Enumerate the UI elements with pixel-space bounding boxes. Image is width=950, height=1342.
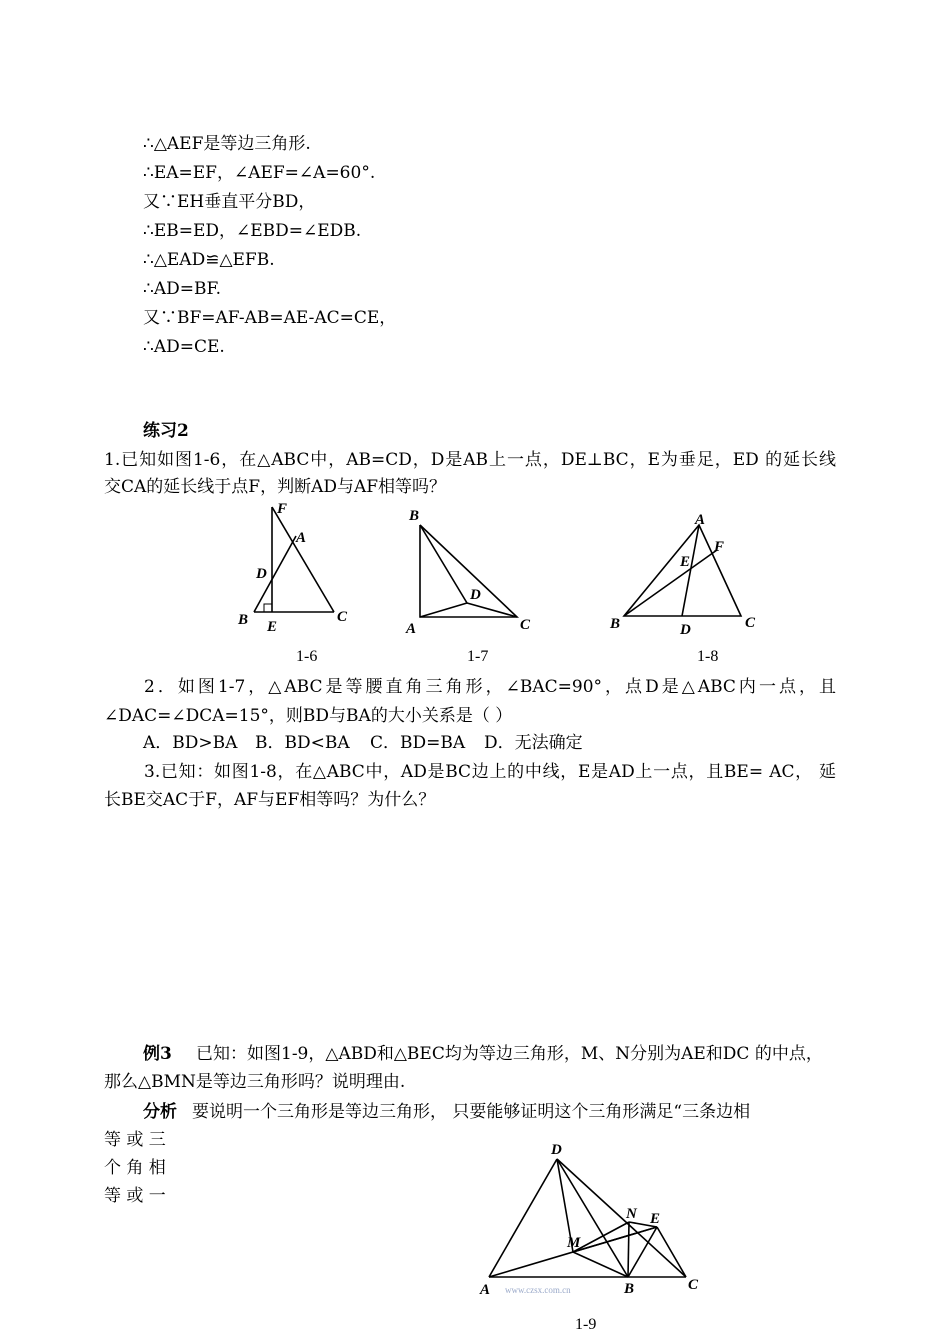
caption-1-9: 1-9 xyxy=(575,1316,597,1333)
fig16-label-e: E xyxy=(267,619,278,635)
proof-line-4: ∴EB=ED，∠EBD=∠EDB. xyxy=(143,221,362,241)
fig19-line-me xyxy=(573,1227,657,1252)
fig16-label-b: B xyxy=(238,612,249,628)
fig17-label-b: B xyxy=(409,508,420,524)
watermark: www.czsx.com.cn xyxy=(505,1285,571,1295)
example-line-2: 那么△BMN是等边三角形吗？说明理由. xyxy=(104,1072,406,1092)
example-label: 例3 xyxy=(143,1044,172,1064)
fig19-label-n: N xyxy=(626,1206,637,1222)
fig18-label-f: F xyxy=(714,539,725,555)
proof-line-5: ∴△EAD≌△EFB. xyxy=(143,250,275,270)
proof-line-3: 又∵EH垂直平分BD， xyxy=(143,192,316,212)
caption-1-8: 1-8 xyxy=(697,648,719,665)
fig18-line-ad xyxy=(682,525,699,616)
fig16-label-c: C xyxy=(337,609,348,625)
analysis-wrap-2: 个 角 相 xyxy=(104,1158,166,1178)
fig19-line-dm xyxy=(557,1159,573,1252)
fig19-label-m: M xyxy=(567,1235,581,1251)
question-3-line-1: 3.已知：如图1-8，在△ABC中，AD是BC边上的中线，E是AD上一点，且BE= AC， 延 xyxy=(144,762,836,782)
analysis-wrap-1: 等 或 三 xyxy=(104,1130,166,1150)
caption-1-7: 1-7 xyxy=(467,648,489,665)
fig19-line-mb xyxy=(573,1252,628,1277)
fig19-line-ne xyxy=(629,1222,657,1227)
fig19-line-be xyxy=(628,1227,657,1277)
fig17-line-ad xyxy=(420,603,467,617)
proof-line-8: ∴AD=CE. xyxy=(143,337,225,357)
question-2-line-1: 2．如图1-7，△ABC是等腰直角三角形，∠BAC=90°，点D是△ABC内一点，且 xyxy=(144,677,836,697)
proof-line-2: ∴EA=EF，∠AEF=∠A=60°. xyxy=(143,163,376,183)
fig18-label-e: E xyxy=(680,554,691,570)
question-1-line-2: 交CA的延长线于点F，判断AD与AF相等吗？ xyxy=(104,477,447,497)
fig19-label-b: B xyxy=(624,1281,635,1297)
analysis-wrap-3: 等 或 一 xyxy=(104,1186,166,1206)
fig19-label-d: D xyxy=(551,1142,562,1158)
fig17-label-a: A xyxy=(406,621,417,637)
fig17-label-d: D xyxy=(470,587,481,603)
fig16-label-a: A xyxy=(296,530,307,546)
caption-1-6: 1-6 xyxy=(296,648,318,665)
fig19-line-mn xyxy=(573,1222,629,1252)
fig19-line-dc xyxy=(557,1159,686,1277)
fig16-line-fa xyxy=(272,507,334,612)
analysis-line-1: 要说明一个三角形是等边三角形， 只要能够证明这个三角形满足“三条边相 xyxy=(192,1102,751,1122)
proof-line-7: 又∵BF=AF-AB=AE-AC=CE， xyxy=(143,308,397,328)
question-1-line-1: 1.已知如图1-6，在△ABC中，AB=CD，D是AB上一点，DE⊥BC，E为垂足，ED 的延长线 xyxy=(104,450,836,470)
fig19-line-ad xyxy=(489,1159,557,1277)
fig16-right-angle xyxy=(264,604,272,612)
question-2-line-2: ∠DAC=∠DCA=15°，则BD与BA的大小关系是（ ） xyxy=(104,706,513,726)
fig19-label-e: E xyxy=(650,1211,661,1227)
fig16-label-f: F xyxy=(277,501,288,517)
option-a: A．BD>BA xyxy=(143,733,238,753)
fig19-line-ec xyxy=(657,1227,686,1277)
fig19-label-c: C xyxy=(688,1277,699,1293)
fig16-label-d: D xyxy=(256,566,267,582)
fig17-label-c: C xyxy=(520,617,531,633)
fig19-line-ae xyxy=(489,1227,657,1277)
question-3-line-2: 长BE交AC于F，AF与EF相等吗？为什么？ xyxy=(104,790,436,810)
fig19-line-nb xyxy=(628,1222,629,1277)
exercise-heading: 练习2 xyxy=(143,421,189,441)
fig19-label-a: A xyxy=(480,1282,491,1298)
option-d: D．无法确定 xyxy=(484,733,583,753)
proof-line-6: ∴AD=BF. xyxy=(143,279,222,299)
fig18-label-c: C xyxy=(745,615,756,631)
fig17-line-bd xyxy=(420,525,467,603)
fig18-label-b: B xyxy=(610,616,621,632)
proof-line-1: ∴△AEF是等边三角形. xyxy=(143,134,311,154)
fig18-label-a: A xyxy=(695,512,706,528)
option-c: C．BD=BA xyxy=(370,733,466,753)
option-b: B．BD<BA xyxy=(255,733,350,753)
fig19-line-db xyxy=(557,1159,628,1277)
fig18-label-d: D xyxy=(680,622,691,638)
analysis-label: 分析 xyxy=(143,1102,177,1122)
example-line-1: 已知：如图1-9，△ABD和△BEC均为等边三角形，M、N分别为AE和DC 的中点， xyxy=(196,1044,823,1064)
